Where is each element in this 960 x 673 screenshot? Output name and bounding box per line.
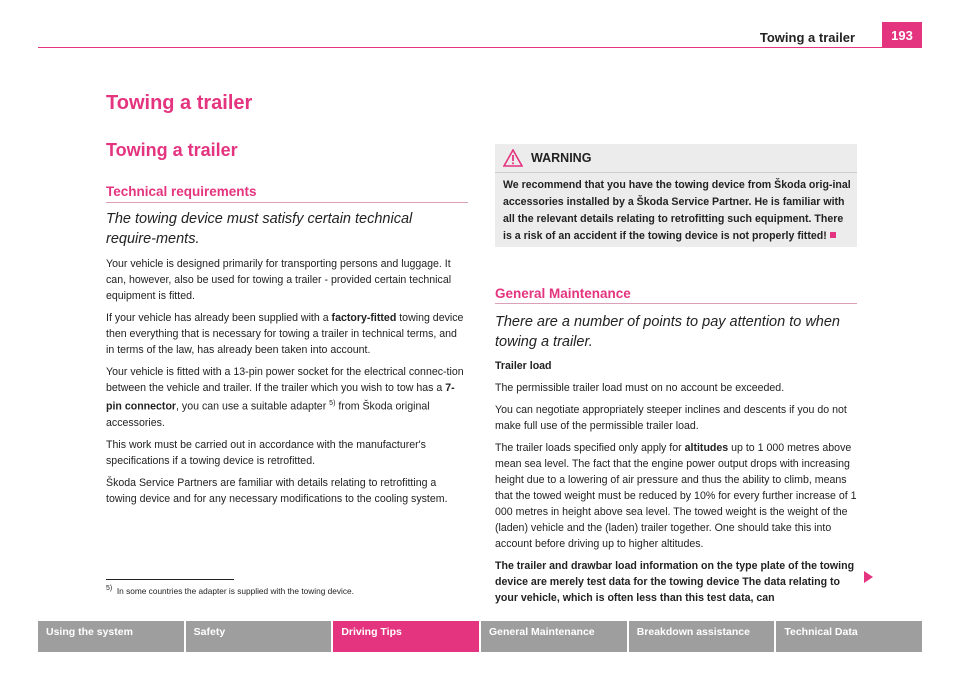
warning-triangle-icon: [503, 149, 523, 167]
lead-text-maintenance: There are a number of points to pay attention to when towing a trailer.: [495, 314, 840, 350]
continue-arrow-icon: [864, 571, 873, 583]
nav-tab-driving-tips[interactable]: Driving Tips: [333, 621, 479, 652]
subsection-heading-technical: Technical requirements: [106, 184, 257, 199]
paragraph: Your vehicle is designed primarily for transporting persons and luggage. It can, however, also be used for towing a trailer - provided certain technical equipment is fitted.: [106, 258, 452, 302]
section-title: Towing a trailer: [106, 140, 238, 160]
paragraph: You can negotiate appropriately steeper inclines and descents if you do not make full use of the permissible trailer load.: [495, 404, 847, 432]
subsection-rule: [106, 202, 468, 203]
subsection-heading-maintenance: General Maintenance: [495, 286, 631, 301]
paragraph: The permissible trailer load must on no account be exceeded.: [495, 382, 785, 394]
nav-tab-using-the-system[interactable]: Using the system: [38, 621, 184, 652]
lead-text-technical: The towing device must satisfy certain technical require-ments.: [106, 211, 413, 247]
nav-tab-breakdown-assistance[interactable]: Breakdown assistance: [629, 621, 775, 652]
warning-box: [495, 144, 857, 247]
left-body: [106, 256, 466, 513]
sub-heading-trailer-load: Trailer load: [495, 360, 552, 372]
footnote: $^{5)}$ In some countries the adapter is supplied with the towing device.: [106, 585, 354, 596]
page-number: 193: [882, 22, 922, 48]
chapter-nav: [38, 621, 922, 652]
chapter-title: Towing a trailer: [106, 92, 253, 114]
nav-tab-safety[interactable]: Safety: [186, 621, 332, 652]
subsection-rule: [495, 303, 857, 304]
footnote-rule: [106, 579, 234, 580]
running-header-title: Towing a trailer: [759, 30, 855, 45]
warning-title: WARNING: [531, 151, 592, 165]
footnote-ref: 5): [329, 400, 336, 407]
end-marker-icon: [830, 232, 836, 238]
paragraph: The trailer and drawbar load information on the type plate of the towing device are merely test data for the towing device The data relating to your vehicle, which is often less than this test data, can: [495, 560, 855, 604]
paragraph: The trailer loads specified only apply for altitudes up to 1 000 metres above mean sea level. The fact that the engine power output drops with increasing height due to a lowering of air pressure and thus the ability to climb, means that the towed weight must be reduced by 10% for every further increase of 1 000 metres in height above sea level. The towed weight is the weight of the (laden) vehicle and the (laden) trailer together. One should take this into account before driving up to higher altitudes.: [495, 442, 857, 550]
nav-tab-general-maintenance[interactable]: General Maintenance: [481, 621, 627, 652]
paragraph: This work must be carried out in accordance with the manufacturer's specifications if a towing device is retrofitted.: [106, 438, 426, 467]
nav-tab-technical-data[interactable]: Technical Data: [776, 621, 922, 652]
warning-text: We recommend that you have the towing device from Škoda orig-inal accessories installed by a Škoda Service Partner. He is familiar with all the relevant details relating to retrofitting such equipment. There is a risk of an accident if the towing device is not properly fitted!: [503, 179, 851, 242]
paragraph: Škoda Service Partners are familiar with details relating to retrofitting a towing device and for any necessary modifications to the cooling system.: [106, 476, 448, 505]
header-divider: [38, 47, 922, 48]
paragraph: If your vehicle has already been supplied with a factory-fitted towing device then everything that is necessary for towing a trailer in technical terms, and in terms of the law, has already been taken into account.: [106, 312, 464, 356]
right-body: [495, 358, 857, 612]
warning-header: [495, 144, 857, 173]
paragraph: Your vehicle is fitted with a 13-pin power socket for the electrical connec-tion between the vehicle and trailer. If the trailer which you wish to tow has a 7-pin connector, you can use a suitable adapter $^{5)}$ from Škoda original accessories.: [106, 366, 464, 429]
